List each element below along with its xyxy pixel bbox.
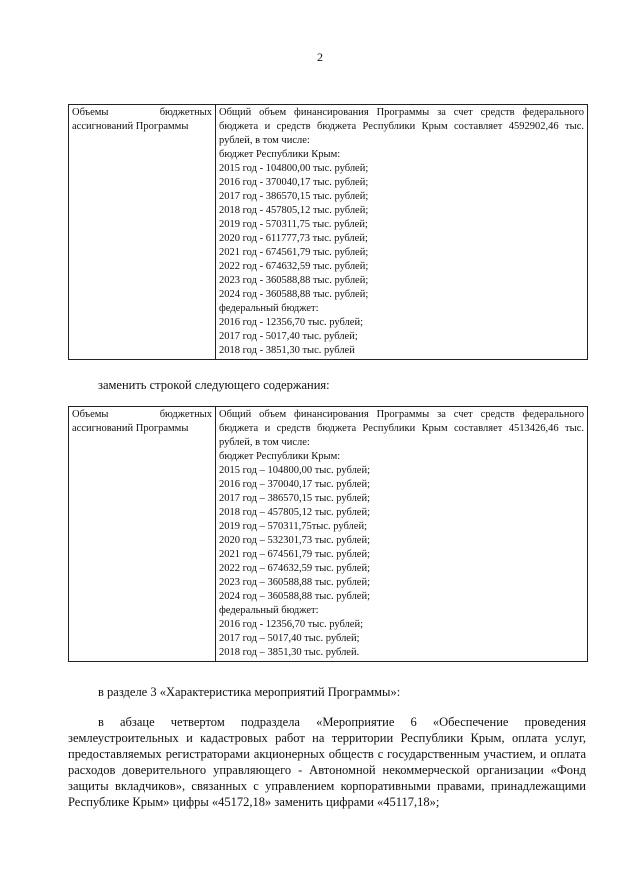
funding-line: 2024 год – 360588,88 тыс. рублей; [219,591,371,602]
funding-line: 2017 год - 5017,40 тыс. рублей; [219,331,358,342]
funding-line: федеральный бюджет: [219,605,319,616]
value-cell [216,105,588,360]
funding-line: 2021 год – 674561,79 тыс. рублей; [219,549,371,560]
table-row [69,407,588,662]
funding-line: 2016 год - 12356,70 тыс. рублей; [219,619,364,630]
funding-line: 2016 год – 370040,17 тыс. рублей; [219,479,371,490]
funding-line: 2018 год - 3851,30 тыс. рублей [219,345,355,356]
budget-table-old [68,104,588,360]
funding-line: 2023 год - 360588,88 тыс. рублей; [219,275,369,286]
value-cell [216,407,588,662]
label-cell [69,407,216,662]
table-row [69,105,588,360]
funding-line: бюджет Республики Крым: [219,149,341,160]
funding-line: 2017 год - 386570,15 тыс. рублей; [219,191,369,202]
section-heading-line: в разделе 3 «Характеристика мероприятий Программы»: [98,685,401,699]
funding-line: 2017 год – 386570,15 тыс. рублей; [219,493,371,504]
funding-line: 2016 год - 12356,70 тыс. рублей; [219,317,364,328]
funding-line: 2019 год – 570311,75тыс. рублей; [219,521,367,532]
label-cell [69,105,216,360]
funding-line: 2021 год - 674561,79 тыс. рублей; [219,247,369,258]
funding-line: 2022 год - 674632,59 тыс. рублей; [219,261,369,272]
funding-line: 2018 год – 3851,30 тыс. рублей. [219,647,360,658]
funding-line: 2022 год – 674632,59 тыс. рублей; [219,563,371,574]
funding-line: 2020 год - 611777,73 тыс. рублей; [219,233,368,244]
funding-line: 2020 год – 532301,73 тыс. рублей; [219,535,371,546]
body-paragraph: в абзаце четвертом подраздела «Мероприятие 6 «Обеспечение проведения землеустроительных и кадастровых работ на территории Республики Крым, оплата услуг, предоставляемых регистраторами акционерных обществ с государственным участием, и оплата расходов доверительного управляющего - Автономной некоммерческой организации «Фонд защиты вкладчиков», связанных с управлением корпоративными правами, принадлежащими Республике Крым» цифры «45172,18» заменить цифрами «45117,18»; [68,715,586,809]
funding-line: 2024 год - 360588,88 тыс. рублей; [219,289,369,300]
budget-table-new [68,406,588,662]
funding-line: 2017 год – 5017,40 тыс. рублей; [219,633,360,644]
page-number: 2 [317,50,323,64]
label-line: ассигнований Программы [72,121,189,132]
funding-line: 2015 год – 104800,00 тыс. рублей; [219,465,371,476]
replace-instruction: заменить строкой следующего содержания: [98,378,330,392]
label-line: Объемы бюджетных [72,409,212,420]
funding-line: федеральный бюджет: [219,303,319,314]
label-line: ассигнований Программы [72,423,189,434]
funding-line: 2023 год – 360588,88 тыс. рублей; [219,577,371,588]
funding-line: бюджет Республики Крым: [219,451,341,462]
funding-line: 2019 год - 570311,75 тыс. рублей; [219,219,368,230]
funding-line: 2018 год - 457805,12 тыс. рублей; [219,205,369,216]
funding-intro: Общий объем финансирования Программы за счет средств федерального бюджета и средств бюджета Республики Крым составляет 4592902,46 тыс. рублей, в том числе: [219,107,584,146]
funding-line: 2015 год - 104800,00 тыс. рублей; [219,163,369,174]
label-line: Объемы бюджетных [72,107,212,118]
funding-intro: Общий объем финансирования Программы за счет средств федерального бюджета и средств бюджета Республики Крым составляет 4513426,46 тыс. рублей, в том числе: [219,409,584,448]
funding-line: 2018 год – 457805,12 тыс. рублей; [219,507,371,518]
funding-line: 2016 год - 370040,17 тыс. рублей; [219,177,369,188]
